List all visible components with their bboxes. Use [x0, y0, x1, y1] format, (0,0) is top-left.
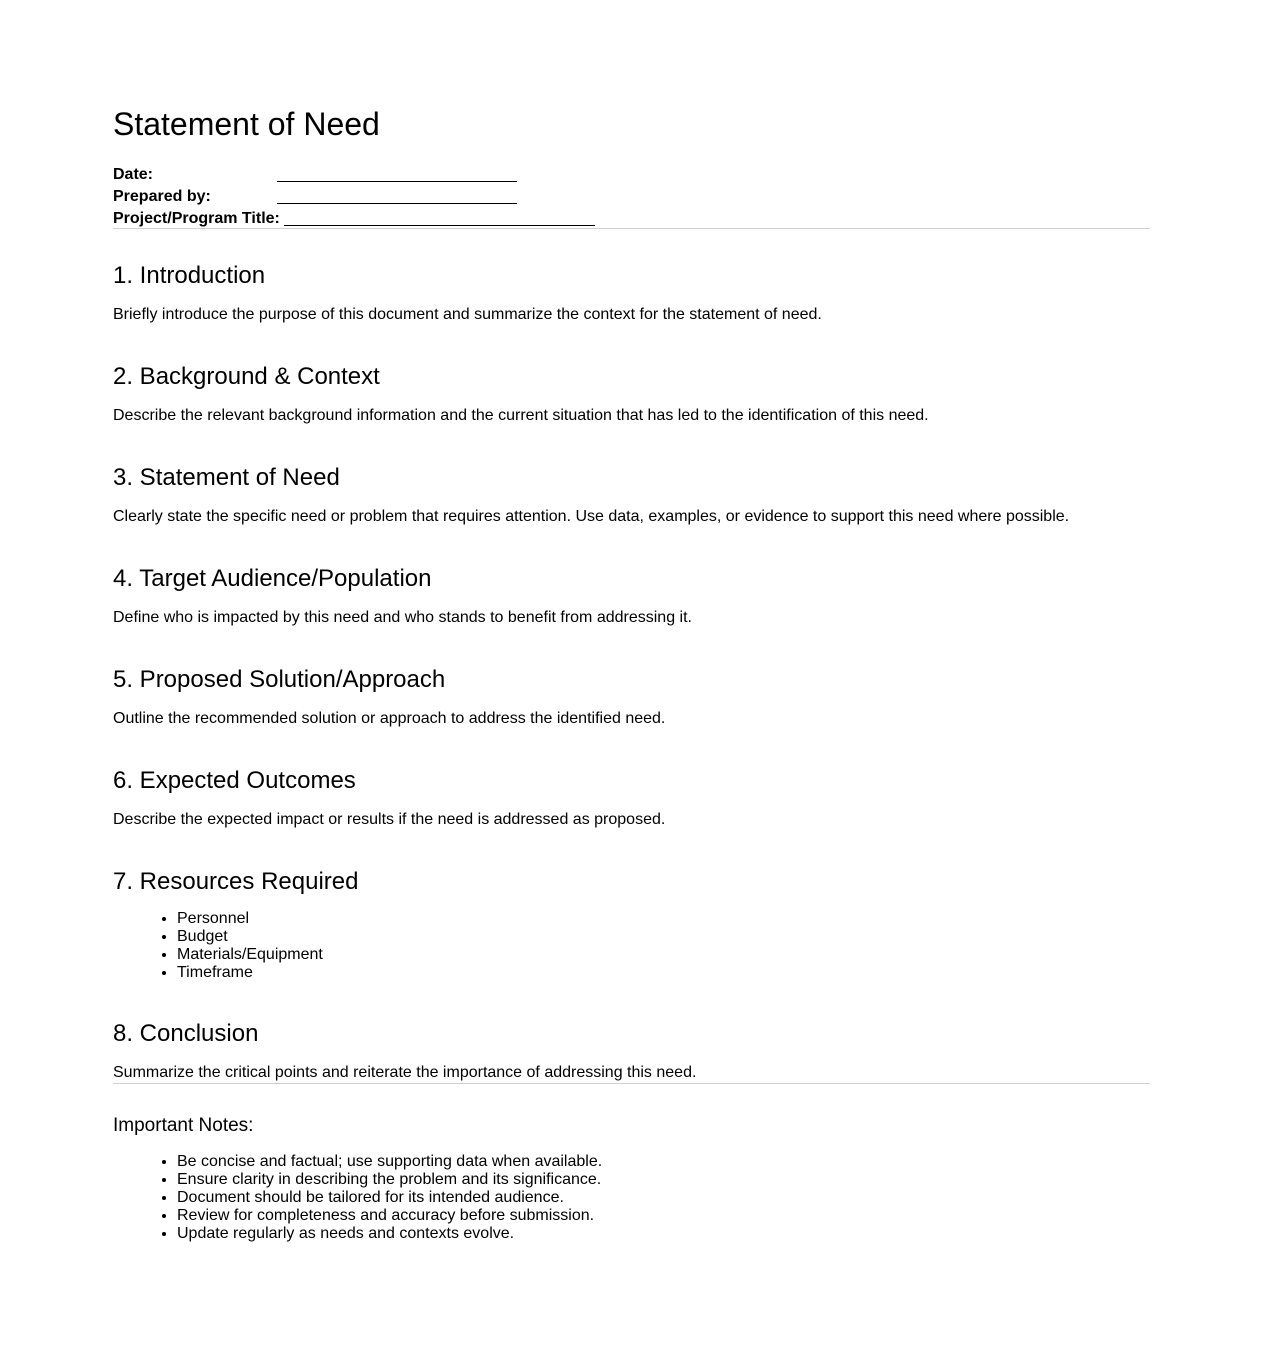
- project-title-blank-line: [284, 209, 595, 226]
- list-item: • Timeframe: [177, 964, 1150, 982]
- section-body: Describe the relevant background information and the current situation that has led to the identification of this need.: [113, 407, 929, 424]
- meta-project-title-row: [113, 206, 1150, 228]
- prepared-by-blank-line: [277, 187, 517, 204]
- prepared-by-label: Prepared by:: [113, 188, 211, 205]
- list-item: • Ensure clarity in describing the problem and its significance.: [177, 1171, 1150, 1189]
- section-heading: 3. Statement of Need: [113, 464, 340, 491]
- list-item: • Be concise and factual; use supporting data when available.: [177, 1153, 1150, 1171]
- section-resources-required: [113, 868, 1150, 982]
- page-title: Statement of Need: [113, 106, 380, 142]
- section-heading: 2. Background & Context: [113, 363, 380, 390]
- section-heading: 1. Introduction: [113, 262, 266, 289]
- meta-prepared-by-row: [113, 184, 1150, 206]
- section-heading: 7. Resources Required: [113, 868, 359, 895]
- section-conclusion: [113, 1020, 1150, 1083]
- divider-bottom: [113, 1083, 1150, 1084]
- section-body: Outline the recommended solution or approach to address the identified need.: [113, 710, 666, 727]
- list-item: • Update regularly as needs and contexts evolve.: [177, 1225, 1150, 1243]
- list-item: • Review for completeness and accuracy before submission.: [177, 1207, 1150, 1225]
- section-heading: 8. Conclusion: [113, 1020, 259, 1047]
- sections-container: [113, 229, 1150, 1083]
- section-expected-outcomes: [113, 767, 1150, 830]
- section-target-audience: [113, 565, 1150, 628]
- section-body: Briefly introduce the purpose of this document and summarize the context for the statement of need.: [113, 306, 822, 323]
- section-heading: 6. Expected Outcomes: [113, 767, 356, 794]
- section-heading: 4. Target Audience/Population: [113, 565, 432, 592]
- notes-list: [113, 1153, 1150, 1243]
- section-introduction: [113, 262, 1150, 325]
- notes-heading: Important Notes:: [113, 1115, 254, 1136]
- project-title-label: Project/Program Title:: [113, 210, 280, 227]
- section-heading: 5. Proposed Solution/Approach: [113, 666, 446, 693]
- list-item: • Document should be tailored for its intended audience.: [177, 1189, 1150, 1207]
- section-statement-of-need: [113, 464, 1150, 527]
- list-item: • Materials/Equipment: [177, 946, 1150, 964]
- section-body: Clearly state the specific need or problem that requires attention. Use data, examples, or evidence to support this need where possible.: [113, 508, 1070, 525]
- list-item: • Budget: [177, 928, 1150, 946]
- meta-date-row: [113, 162, 1150, 184]
- section-body: Describe the expected impact or results if the need is addressed as proposed.: [113, 811, 666, 828]
- list-item: • Personnel: [177, 910, 1150, 928]
- section-body: Summarize the critical points and reiterate the importance of addressing this need.: [113, 1064, 697, 1081]
- section-body: Define who is impacted by this need and who stands to benefit from addressing it.: [113, 609, 692, 626]
- important-notes: [113, 1115, 1150, 1243]
- section-proposed-solution: [113, 666, 1150, 729]
- date-label: Date:: [113, 166, 154, 183]
- section-background-context: [113, 363, 1150, 426]
- resources-list: [113, 910, 1150, 982]
- date-blank-line: [277, 165, 517, 182]
- document-meta: [113, 162, 1150, 228]
